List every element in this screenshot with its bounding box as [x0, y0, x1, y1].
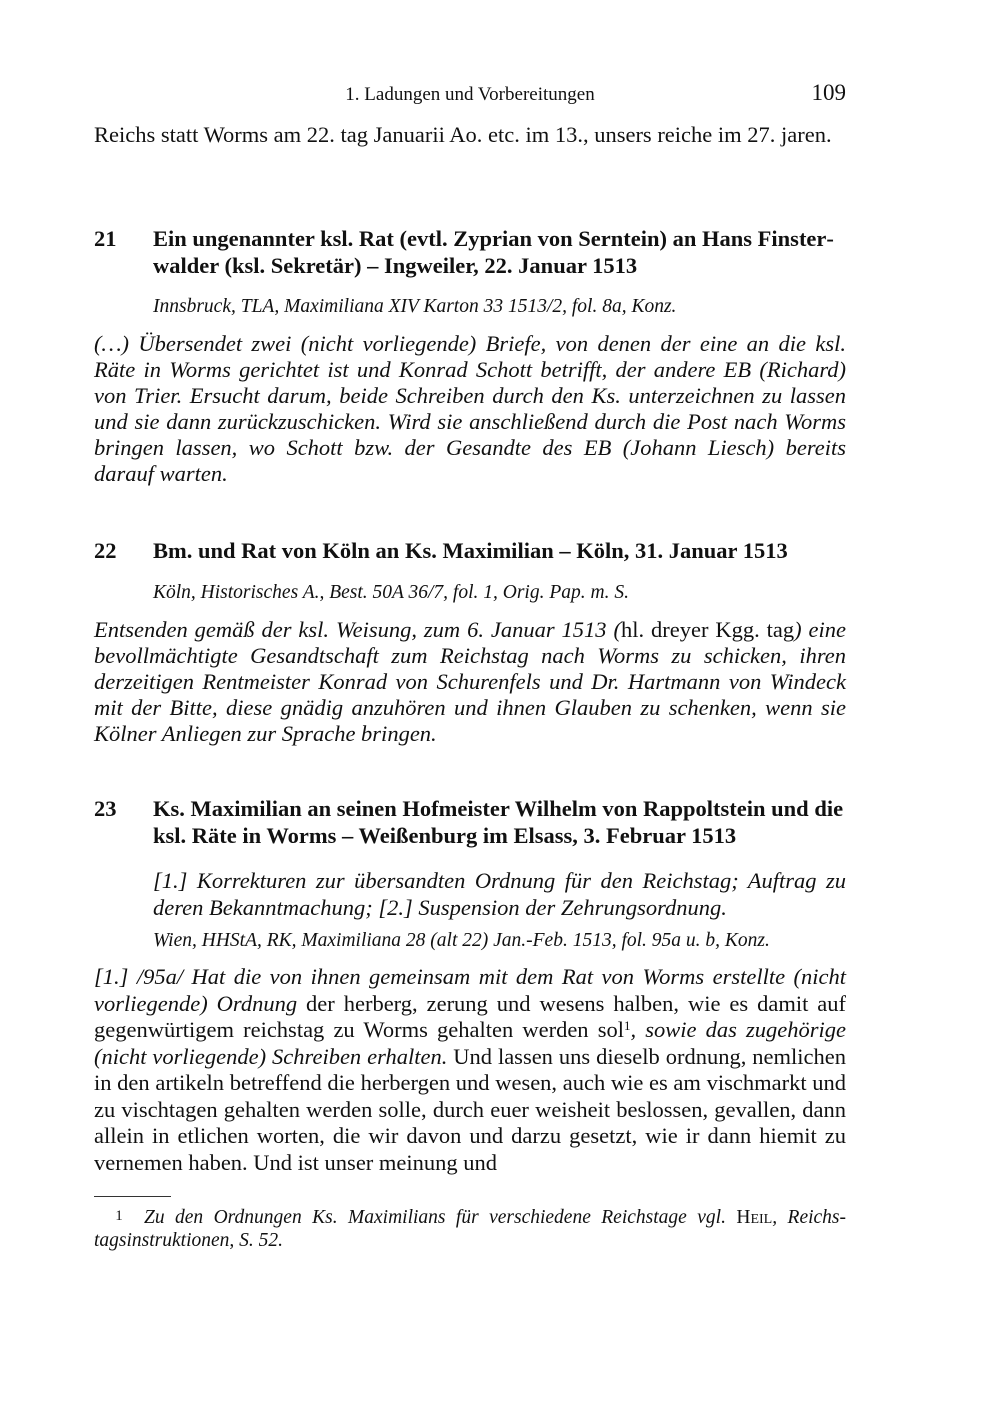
footnote-author: Heil	[736, 1207, 773, 1228]
footnote-reference[interactable]: 1	[623, 1018, 631, 1033]
entry-number: 23	[94, 796, 117, 821]
footnote-rule	[94, 1196, 171, 1197]
footnote-text: , Reichstagsinstruktionen, S. 52.	[94, 1207, 847, 1251]
entry-23-source: Wien, HHStA, RK, Maximiliana 28 (alt 22) Jan.-Feb. 1513, fol. 95a u. b, Konz.	[153, 930, 770, 951]
regest-quote: hl. dreyer Kgg. tag	[620, 617, 795, 642]
text-roman: Und lassen uns dieselb ordnung, nemlichen in den artikeln betreffend die herbergen und wesen, auch wie es am vischmarkt und zu vischtagen gehalten werden solle, durch euer weisheit beslossen, gevallen, dann allein in etlichen worten, die wir davon und darzu gesetzt, wie ir dann hiemit zu vernemen haben. Und ist unser meinung und	[94, 1043, 846, 1175]
entry-22-heading	[94, 537, 846, 564]
regest-part: Entsenden gemäß der ksl. Weisung, zum 6. Januar 1513 (	[94, 617, 621, 642]
entry-23-paragraph	[94, 964, 846, 1176]
running-head	[94, 80, 846, 108]
entry-number: 21	[94, 226, 117, 251]
entry-21-regest: (…) Übersendet zwei (nicht vorliegende) Briefe, von denen der eine an die ksl. Räte in Worms gerichtet ist und Konrad Schott betrifft, der andere EB (Richard) von Trier. Ersucht darum, beide Schreiben durch den Ks. unterzeichnen zu lassen und sie dann zurückzuschicken. Wird sie anschließend durch die Post nach Worms bringen lassen, wo Schott bzw. der Gesandte des EB (Johann Liesch) bereits darauf warten.	[94, 331, 846, 486]
entry-title: Ein ungenannter ksl. Rat (evtl. Zyprian von Serntein) an Hans Finsterwalder (ksl. Sekretär) – Ingweiler, 22. Januar 1513	[153, 226, 834, 278]
text-italic: , sowie das zugehörige (nicht vorliegende) Schreiben erhalten.	[94, 1017, 846, 1069]
entry-number: 22	[94, 538, 117, 563]
regest-part: ) eine bevollmächtigte Gesandtschaft zum Reichstag nach Worms zu schicken, ihren derzeitigen Rentmeister Konrad von Schurenfels und Dr. Hartmann von Windeck mit der Bitte, diese gnädig anzuhören und ihnen Glauben zu schenken, wenn sie Kölner Anliegen zur Sprache bringen.	[94, 617, 847, 746]
entry-23-heading	[94, 795, 846, 849]
entry-title: Bm. und Rat von Köln an Ks. Maximilian – Köln, 31. Januar 1513	[153, 538, 788, 563]
entry-23-summary: [1.] Korrekturen zur übersandten Ordnung für den Reichstag; Auftrag zu deren Bekanntmachung; [2.] Suspension der Zehrungsordnung.	[153, 868, 846, 920]
entry-21-heading	[94, 225, 846, 279]
entry-22-regest	[94, 617, 846, 747]
chapter-title: 1. Ladungen und Vorbereitungen	[345, 84, 595, 105]
continuation-text	[94, 122, 846, 149]
entry-21-source: Innsbruck, TLA, Maximiliana XIV Karton 33 1513/2, fol. 8a, Konz.	[153, 296, 677, 317]
entry-23-text	[94, 964, 846, 1176]
text-roman: der herberg, zerung und wesens halben, wie es damit auf gegenwürtigem reichstag zu Worms gehalten werden sol	[94, 990, 846, 1042]
page-number: 109	[811, 80, 846, 105]
footnote-text: Zu den Ordnungen Ks. Maximilians für verschiedene Reichstage vgl.	[144, 1207, 726, 1228]
text-italic: [1.] /95a/ Hat die von ihnen gemeinsam mit dem Rat von Worms erstellte (nicht vorliegende) Ordnung	[94, 964, 846, 1016]
entry-title: Ks. Maximilian an seinen Hofmeister Wilhelm von Rappoltstein und die ksl. Räte in Worms – Weißenburg im Elsass, 3. Februar 1513	[153, 796, 844, 848]
footnote-mark: 1	[115, 1208, 123, 1224]
continuation-paragraph: Reichs statt Worms am 22. tag Januarii Ao. etc. im 13., unsers reiche im 27. jaren.	[94, 122, 832, 147]
footnote-1	[94, 1205, 846, 1252]
entry-22-source: Köln, Historisches A., Best. 50A 36/7, fol. 1, Orig. Pap. m. S.	[153, 582, 629, 603]
